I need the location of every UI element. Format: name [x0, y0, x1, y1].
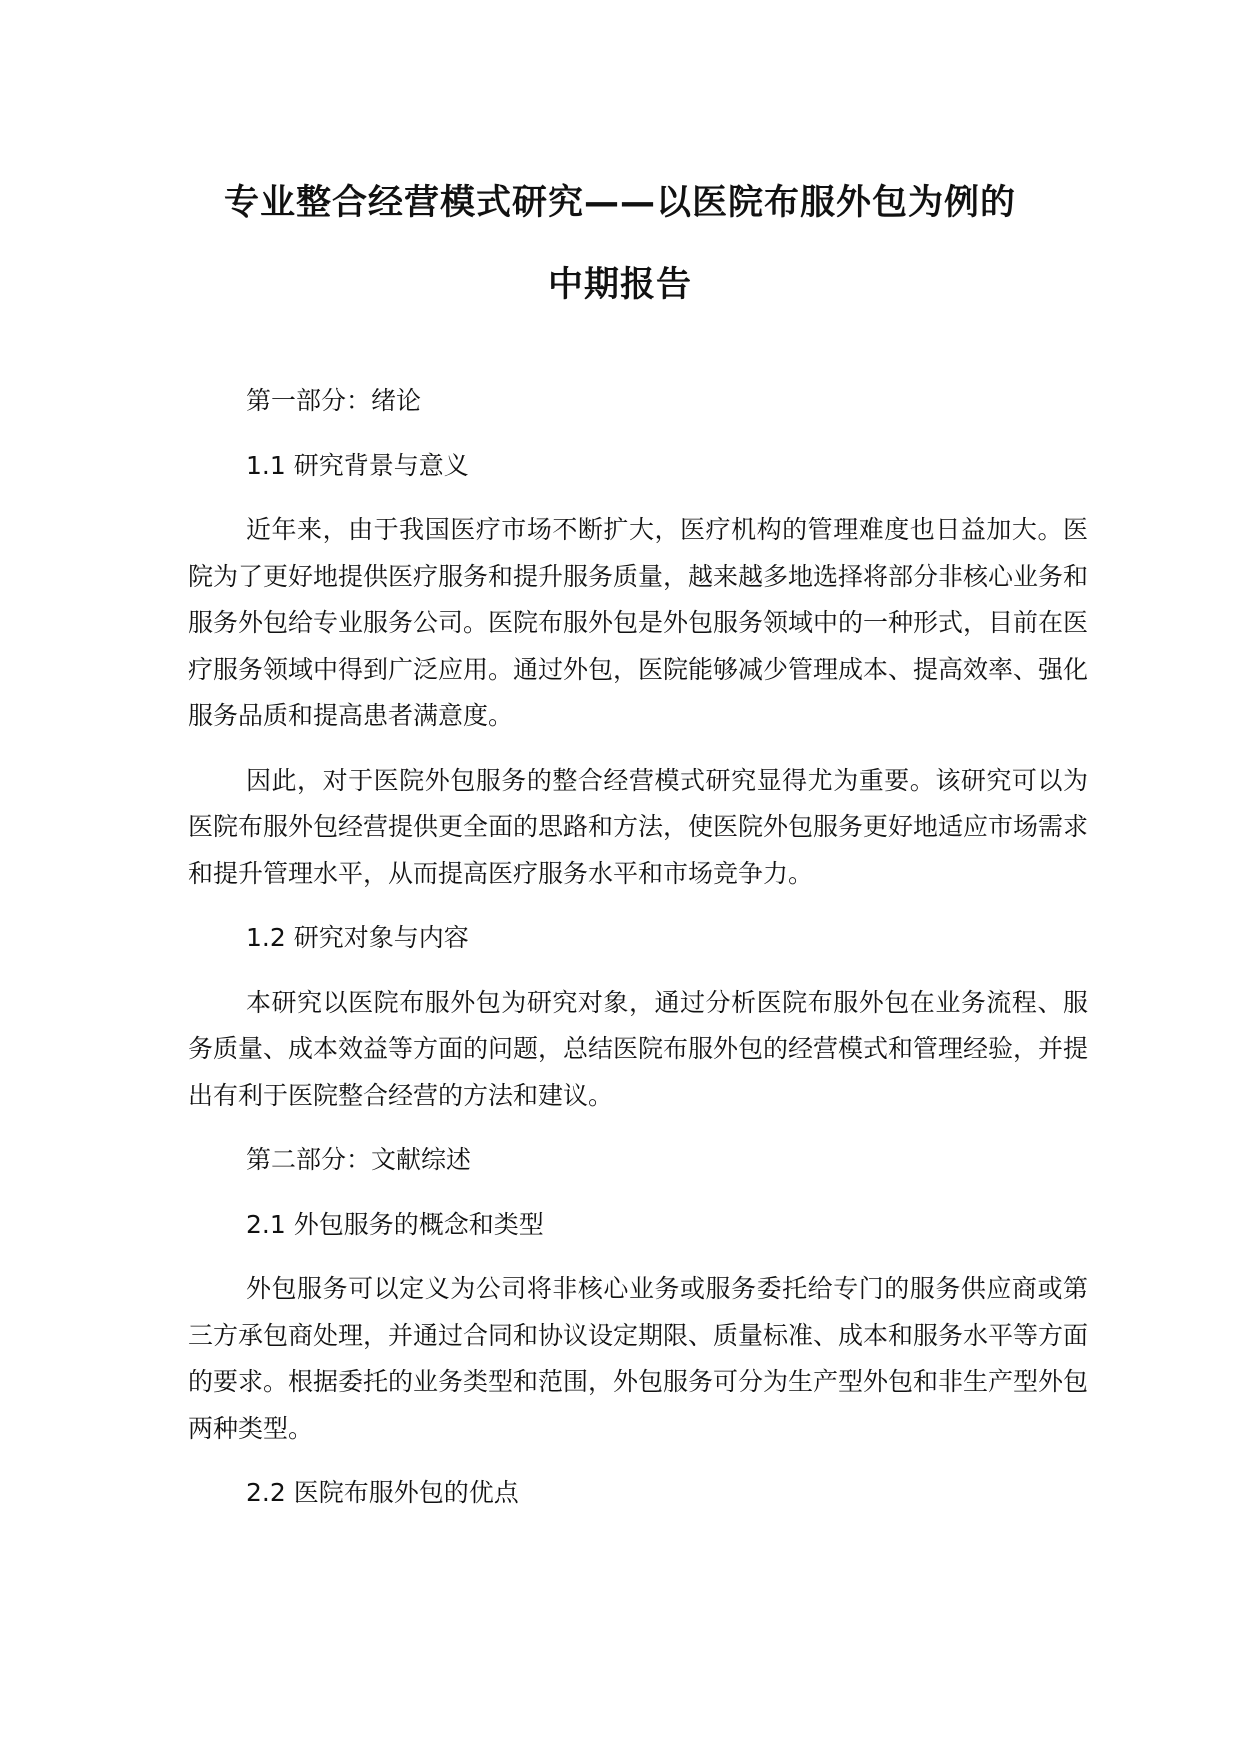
- subsection-heading-2-2: 2.2 医院布服外包的优点: [246, 1478, 519, 1507]
- paragraph-background-2: 因此，对于医院外包服务的整合经营模式研究显得尤为重要。该研究可以为医院布服外包经营提供更全面的思路和方法，使医院外包服务更好地适应市场需求和提升管理水平，从而提高医疗服务水平和市场竞争力。: [188, 765, 1089, 888]
- document-body: [188, 378, 1088, 1535]
- paragraph-research-object: 本研究以医院布服外包为研究对象，通过分析医院布服外包在业务流程、服务质量、成本效益等方面的问题，总结医院布服外包的经营模式和管理经验，并提出有利于医院整合经营的方法和建议。: [188, 987, 1089, 1110]
- subsection-heading-1-2: 1.2 研究对象与内容: [246, 923, 469, 952]
- document-title-line-2: 中期报告: [547, 265, 692, 305]
- paragraph-background-1: 近年来，由于我国医疗市场不断扩大，医疗机构的管理难度也日益加大。医院为了更好地提供医疗服务和提升服务质量，越来越多地选择将部分非核心业务和服务外包给专业服务公司。医院布服外包是外包服务领域中的一种形式，目前在医疗服务领域中得到广泛应用。通过外包，医院能够减少管理成本、提高效率、强化服务品质和提高患者满意度。: [188, 515, 1089, 730]
- section-heading-part-2: 第二部分：文献综述: [246, 1145, 472, 1174]
- document-title-line-1: 专业整合经营模式研究——以医院布服外包为例的: [223, 183, 1016, 223]
- section-heading-part-1: 第一部分：绪论: [246, 386, 422, 415]
- subsection-heading-1-1: 1.1 研究背景与意义: [246, 450, 469, 480]
- subsection-heading-2-1: 2.1 外包服务的概念和类型: [246, 1209, 544, 1239]
- paragraph-outsourcing-definition: 外包服务可以定义为公司将非核心业务或服务委托给专门的服务供应商或第三方承包商处理，并通过合同和协议设定期限、质量标准、成本和服务水平等方面的要求。根据委托的业务类型和范围，外包服务可分为生产型外包和非生产型外包两种类型。: [188, 1274, 1089, 1443]
